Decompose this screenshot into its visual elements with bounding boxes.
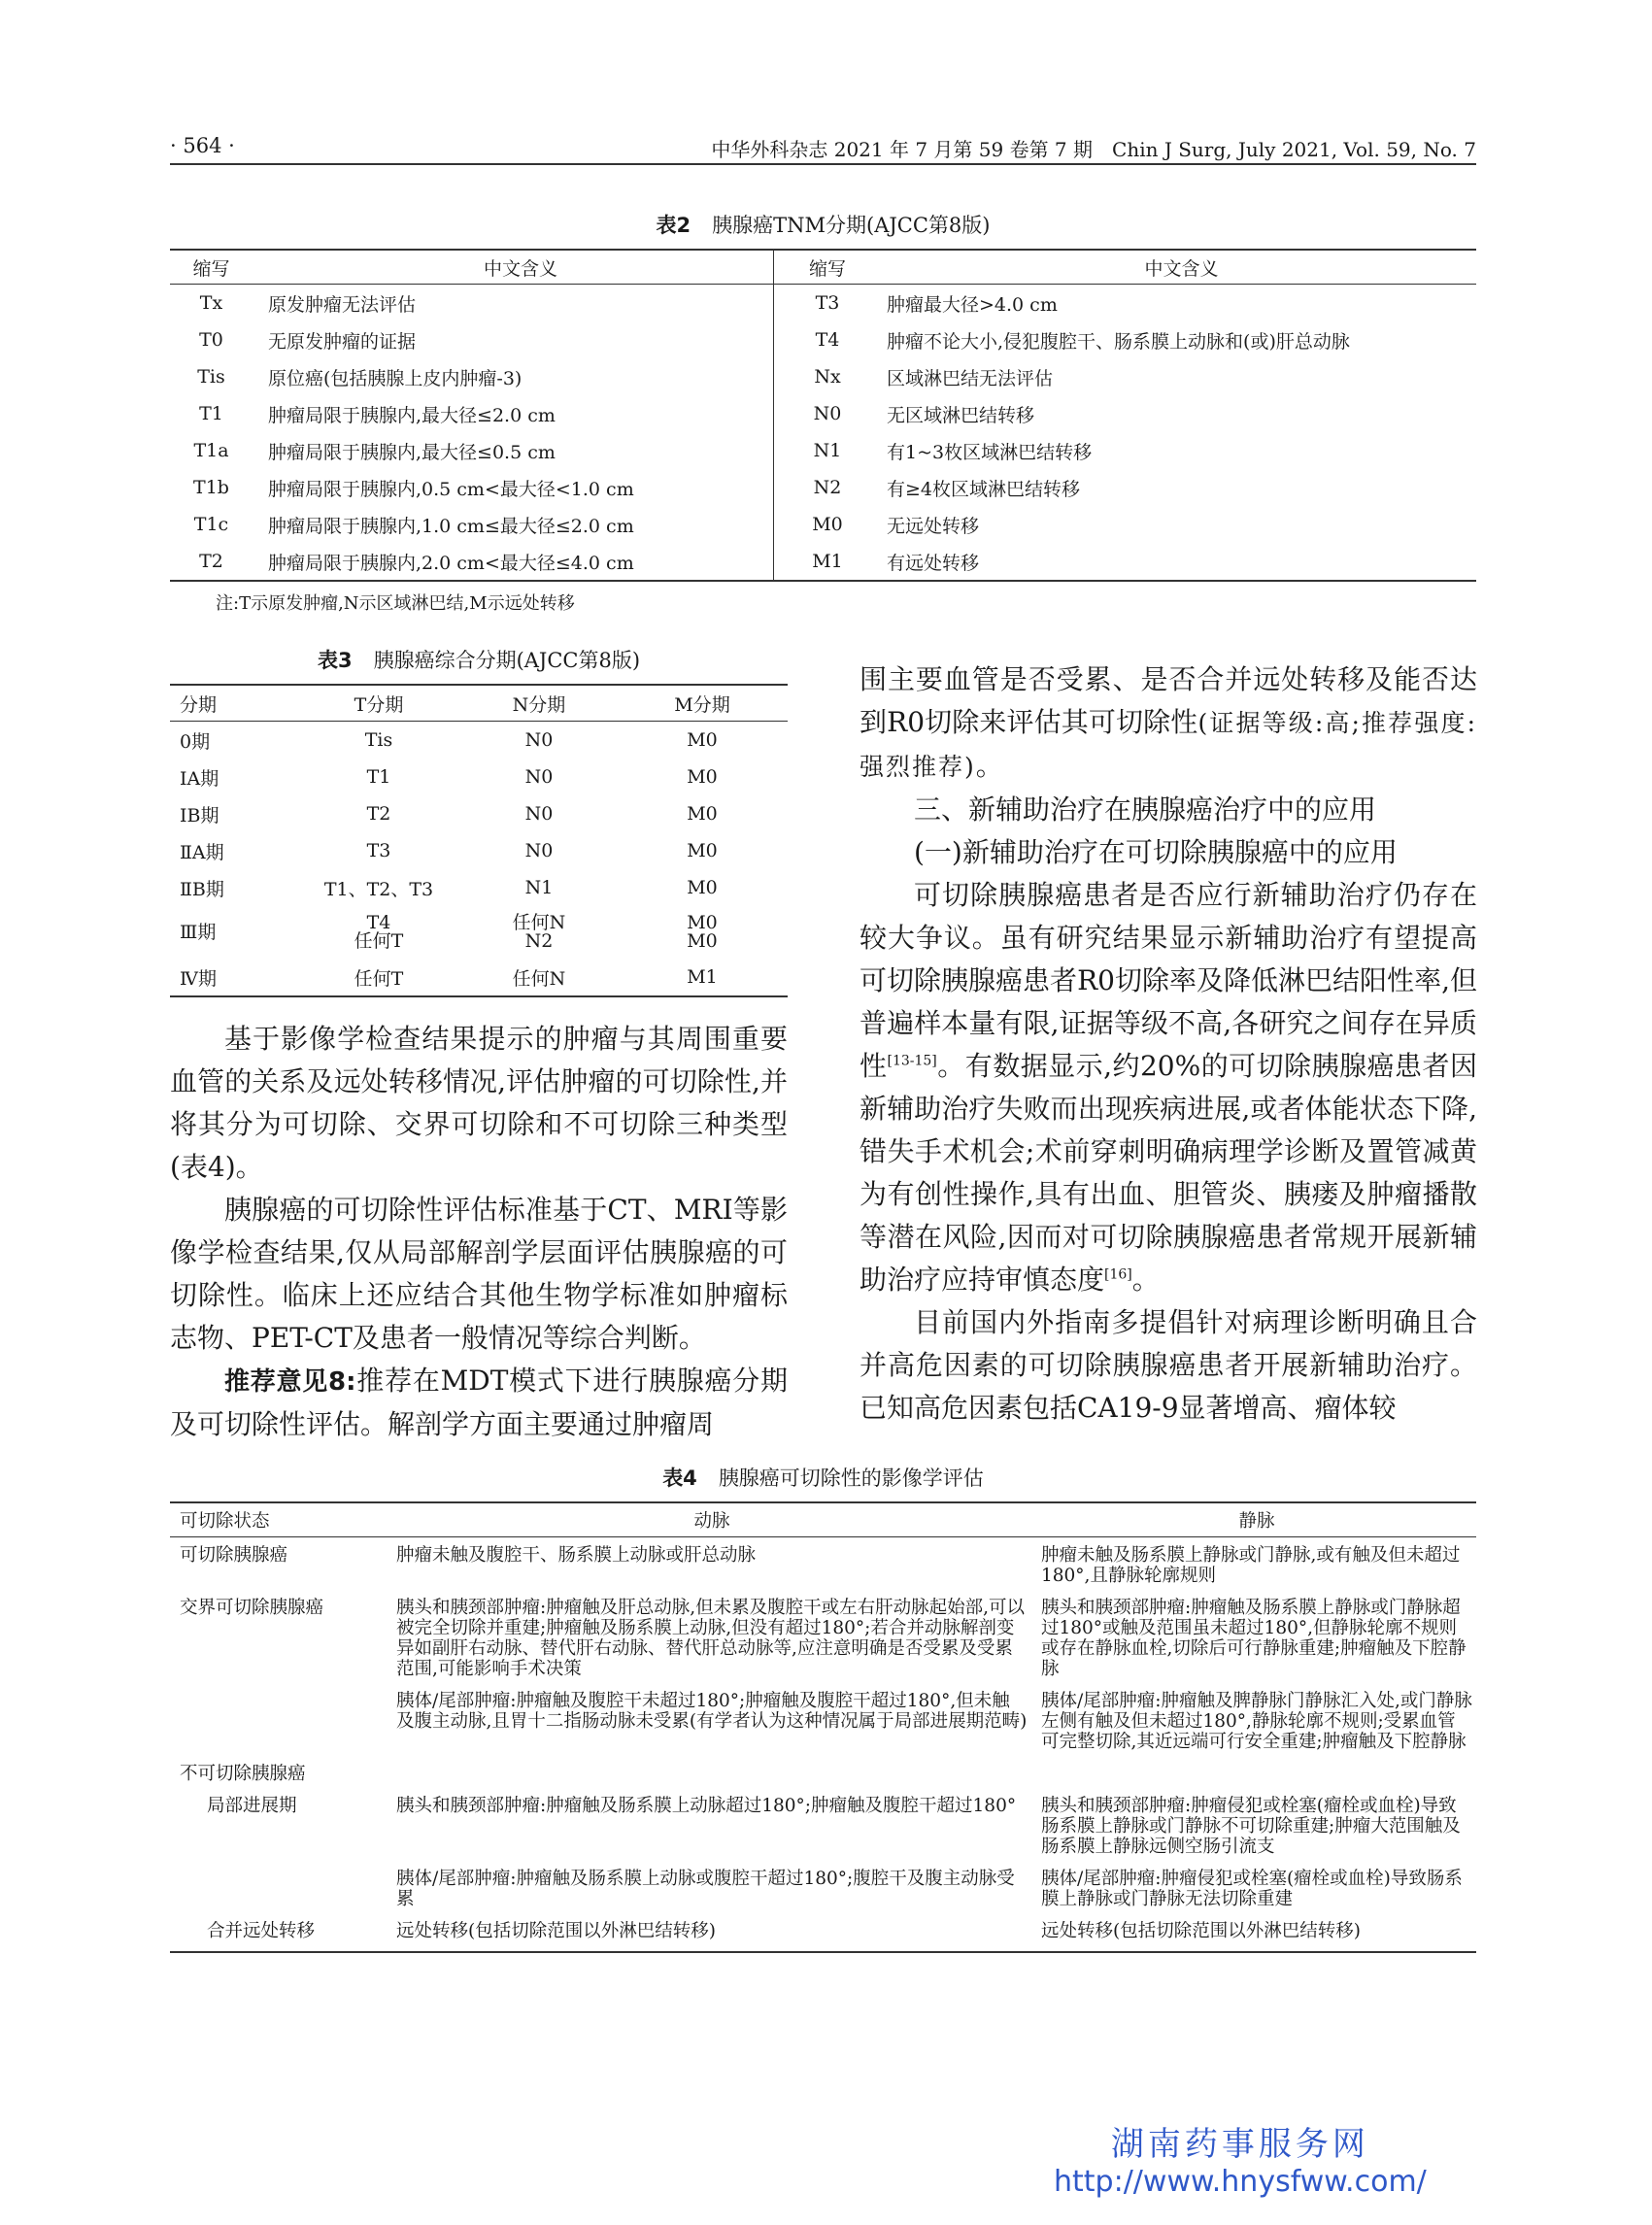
table-cell: T1a <box>193 440 229 461</box>
col-header: M分期 <box>617 685 788 722</box>
table-cell <box>170 1683 396 1756</box>
table4-label: 表4 <box>662 1466 697 1490</box>
table2-caption <box>170 210 1476 239</box>
table-cell: T0 <box>199 329 223 351</box>
table-cell <box>396 1756 1041 1788</box>
table-row <box>170 759 788 795</box>
table-cell: M0 <box>687 877 718 898</box>
table-cell: ⅠB期 <box>180 804 219 826</box>
paragraph-text: 围主要血管是否受累、是否合并远处转移及能否达到R0切除来评估其可切除性 <box>860 663 1477 738</box>
section-heading: 三、新辅助治疗在胰腺癌治疗中的应用 <box>914 793 1377 826</box>
table2-title: 胰腺癌TNM分期(AJCC第8版) <box>712 214 991 237</box>
subsection-heading: (一)新辅助治疗在可切除胰腺癌中的应用 <box>914 836 1398 868</box>
table-cell: 肿瘤未触及肠系膜上静脉或门静脉,或有触及但未超过180°,且静脉轮廓规则 <box>1041 1545 1461 1586</box>
table4-title: 胰腺癌可切除性的影像学评估 <box>718 1466 984 1490</box>
table-cell: T1、T2、T3 <box>323 878 434 900</box>
evidence-level: (证据等级:高;推荐强度:强烈推荐) <box>860 709 1477 781</box>
table-cell: 任何N N2 <box>512 912 566 952</box>
table-cell: Nx <box>774 358 882 395</box>
table-cell: 胰头和胰颈部肿瘤:肿瘤触及肠系膜上静脉或门静脉超过180°或触及范围虽未超过180°,但静脉轮廓不规则或存在静脉血栓,切除后可行静脉重建;肿瘤触及下腔静脉 <box>1041 1598 1467 1679</box>
table-cell: Tx <box>199 292 223 314</box>
table-cell: 无远处转移 <box>887 515 980 537</box>
table-cell: ⅡA期 <box>180 841 224 863</box>
table-cell: N0 <box>524 729 554 751</box>
table-cell: ⅡB期 <box>180 878 224 900</box>
tnm-staging-table <box>170 249 1476 582</box>
table-row <box>170 795 788 832</box>
table-cell: M1 <box>774 543 882 581</box>
table-row <box>170 432 1476 469</box>
table-cell: 肿瘤不论大小,侵犯腹腔干、肠系膜上动脉和(或)肝总动脉 <box>887 330 1350 353</box>
table-cell: M0 <box>687 766 718 788</box>
table-cell: T1 <box>366 766 391 788</box>
table-row <box>170 358 1476 395</box>
col-header: 动脉 <box>396 1502 1041 1537</box>
table-cell: 有≥4枚区域淋巴结转移 <box>887 478 1081 500</box>
table-row <box>170 722 788 759</box>
table-cell: T3 <box>366 840 391 861</box>
table3-label: 表3 <box>317 649 353 672</box>
table-cell: 胰体/尾部肿瘤:肿瘤触及肠系膜上动脉或腹腔干超过180°;腹腔干及腹主动脉受累 <box>396 1869 1015 1909</box>
citation-ref: [16] <box>1104 1266 1132 1283</box>
col-header: 分期 <box>170 685 296 722</box>
col-header: 缩写 <box>170 250 253 285</box>
table-cell: M0 <box>774 506 882 543</box>
col-header: 静脉 <box>1041 1502 1476 1537</box>
table-cell: T1b <box>193 477 229 498</box>
paragraph <box>860 658 1477 789</box>
table-row <box>170 395 1476 432</box>
table-cell: 有远处转移 <box>887 552 980 574</box>
table2-note: 注:T示原发肿瘤,N示区域淋巴结,M示远处转移 <box>216 593 575 614</box>
table-row <box>170 543 1476 581</box>
table-cell: 任何N <box>512 967 566 990</box>
table-row <box>170 285 1476 322</box>
table-cell: N0 <box>524 803 554 825</box>
table-cell: M1 <box>687 966 718 988</box>
col-header: 可切除状态 <box>170 1502 396 1537</box>
table-cell: 胰体/尾部肿瘤:肿瘤侵犯或栓塞(瘤栓或血栓)导致肠系膜上静脉或门静脉无法切除重建 <box>1041 1869 1463 1909</box>
table-cell: T4 <box>774 321 882 358</box>
table-cell: N1 <box>524 877 554 898</box>
body-text-left-column <box>170 1018 788 1446</box>
table-row <box>170 469 1476 506</box>
table-cell: 肿瘤最大径>4.0 cm <box>887 293 1058 316</box>
table-cell: 局部进展期 <box>207 1796 297 1816</box>
table-cell: 有1~3枚区域淋巴结转移 <box>887 441 1093 463</box>
recommendation-text: 推荐在MDT模式下进行胰腺癌分期及可切除性评估。解剖学方面主要通过肿瘤周 <box>170 1365 789 1440</box>
recommendation-label: 推荐意见8: <box>224 1367 356 1397</box>
tnm-table-body <box>170 285 1476 582</box>
table-row <box>170 906 788 959</box>
table-cell: 不可切除胰腺癌 <box>180 1764 306 1784</box>
table-header-row <box>170 250 1476 285</box>
paragraph: 胰腺癌的可切除性评估标准基于CT、MRI等影像学检查结果,仅从局部解剖学层面评估胰腺癌的可切除性。临床上还应结合其他生物学标准如肿瘤标志物、PET-CT及患者一般情况等综合判断。 <box>170 1194 788 1354</box>
table-row <box>170 832 788 869</box>
table-cell: 原位癌(包括胰腺上皮内肿瘤-3) <box>268 367 523 389</box>
table-cell: 任何T <box>354 967 404 990</box>
recommendation-paragraph <box>170 1360 788 1446</box>
table-cell: N0 <box>774 395 882 432</box>
table-cell: T1c <box>193 514 229 535</box>
table-header-row <box>170 685 788 722</box>
composite-staging-table <box>170 684 788 997</box>
paragraph <box>860 874 1477 1301</box>
table-cell: 胰体/尾部肿瘤:肿瘤触及脾静脉门静脉汇入处,或门静脉左侧有触及但未超过180°,静脉轮廓不规则;受累血管可完整切除,其近远端可行安全重建;肿瘤触及下腔静脉 <box>1041 1691 1472 1752</box>
table-cell: 远处转移(包括切除范围以外淋巴结转移) <box>396 1921 716 1941</box>
table-cell: 肿瘤局限于胰腺内,最大径≤2.0 cm <box>268 404 556 426</box>
table-cell: 无原发肿瘤的证据 <box>268 330 417 353</box>
paragraph: 目前国内外指南多提倡针对病理诊断明确且合并高危因素的可切除胰腺癌患者开展新辅助治疗。已知高危因素包括CA19-9显著增高、瘤体较 <box>860 1306 1477 1424</box>
table-cell: 远处转移(包括切除范围以外淋巴结转移) <box>1041 1921 1361 1941</box>
table-cell: 可切除胰腺癌 <box>180 1545 288 1566</box>
table-cell: Tis <box>364 729 393 751</box>
table-cell: N0 <box>524 766 554 788</box>
resectability-table <box>170 1501 1476 1953</box>
table-cell: 区域淋巴结无法评估 <box>887 367 1054 389</box>
table-cell <box>1041 1756 1476 1788</box>
page-header <box>170 132 1476 165</box>
table-cell: N2 <box>774 469 882 506</box>
table-cell: T3 <box>774 285 882 322</box>
table-cell: 胰头和胰颈部肿瘤:肿瘤侵犯或栓塞(瘤栓或血栓)导致肠系膜上静脉或门静脉不可切除重建;肿瘤大范围触及肠系膜上静脉远侧空肠引流支 <box>1041 1796 1461 1857</box>
table-row <box>170 1590 1476 1683</box>
table-cell: 胰体/尾部肿瘤:肿瘤触及腹腔干未超过180°;肿瘤触及腹腔干超过180°,但未触及腹主动脉,且胃十二指肠动脉未受累(有学者认为这种情况属于局部进展期范畴) <box>396 1691 1028 1732</box>
table-row <box>170 321 1476 358</box>
table-cell: 肿瘤局限于胰腺内,2.0 cm<最大径≤4.0 cm <box>268 552 634 574</box>
table-cell: 胰头和胰颈部肿瘤:肿瘤触及肝总动脉,但未累及腹腔干或左右肝动脉起始部,可以被完全切除并重建;肿瘤触及肠系膜上动脉,但没有超过180°;若合并动脉解剖变异如副肝右动脉、替代肝右动脉、替代肝总动脉等,应注意明确是否受累及受累范围,可能影响手术决策 <box>396 1598 1025 1679</box>
composite-table-body <box>170 722 788 997</box>
page-number: · 564 · <box>170 134 235 157</box>
body-text-right-column <box>860 658 1477 1430</box>
citation-ref: [13-15] <box>887 1053 937 1069</box>
table-cell: 肿瘤局限于胰腺内,1.0 cm≤最大径≤2.0 cm <box>268 515 634 537</box>
table-cell: 肿瘤局限于胰腺内,0.5 cm<最大径<1.0 cm <box>268 478 634 500</box>
table-cell: Tis <box>197 366 225 388</box>
table2-label: 表2 <box>656 214 691 237</box>
table-cell: 0期 <box>180 730 211 753</box>
table3-caption <box>170 645 788 674</box>
table-row <box>170 1913 1476 1952</box>
table4-caption <box>170 1463 1476 1492</box>
table-row <box>170 1683 1476 1756</box>
col-header: 缩写 <box>774 250 882 285</box>
col-header: T分期 <box>296 685 461 722</box>
table-cell: ⅠA期 <box>180 767 219 790</box>
col-header: 中文含义 <box>253 250 774 285</box>
table-cell: T4 任何T <box>354 912 404 952</box>
table-cell: 肿瘤未触及腹腔干、肠系膜上动脉或肝总动脉 <box>396 1545 757 1566</box>
table-header-row <box>170 1502 1476 1537</box>
table-cell: 胰头和胰颈部肿瘤:肿瘤触及肠系膜上动脉超过180°;肿瘤触及腹腔干超过180° <box>396 1796 1017 1816</box>
watermark-url[interactable]: http://www.hnysfww.com/ <box>1054 2165 1427 2199</box>
table-cell: 肿瘤局限于胰腺内,最大径≤0.5 cm <box>268 441 556 463</box>
punctuation: 。 <box>1131 1264 1160 1296</box>
table-row <box>170 1756 1476 1788</box>
table-row <box>170 959 788 996</box>
table3-title: 胰腺癌综合分期(AJCC第8版) <box>373 649 641 672</box>
table-cell: 无区域淋巴结转移 <box>887 404 1035 426</box>
table-cell: M0 <box>687 803 718 825</box>
table-cell <box>170 1861 396 1913</box>
table-cell: 交界可切除胰腺癌 <box>180 1598 324 1618</box>
resectability-table-body <box>170 1537 1476 1953</box>
table-row <box>170 1861 1476 1913</box>
table-cell: Ⅲ期 <box>180 921 217 943</box>
col-header: 中文含义 <box>881 250 1476 285</box>
table-cell: N1 <box>774 432 882 469</box>
watermark-name: 湖南药事服务网 <box>1110 2125 1369 2164</box>
col-header: N分期 <box>461 685 617 722</box>
table-row <box>170 1537 1476 1591</box>
table-cell: M0 <box>687 729 718 751</box>
table-cell: T2 <box>199 551 223 572</box>
table-cell: T1 <box>199 403 223 424</box>
punctuation: 。 <box>975 750 1003 782</box>
paragraph: 基于影像学检查结果提示的肿瘤与其周围重要血管的关系及远处转移情况,评估肿瘤的可切除性,并将其分为可切除、交界可切除和不可切除三种类型(表4)。 <box>170 1023 788 1183</box>
table-row <box>170 869 788 906</box>
table-cell: 合并远处转移 <box>207 1921 316 1941</box>
table-cell: M0 <box>687 840 718 861</box>
table-row <box>170 506 1476 543</box>
paragraph-text: 可切除胰腺癌患者是否应行新辅助治疗仍存在较大争议。虽有研究结果显示新辅助治疗有望提高可切除胰腺癌患者R0切除率及降低淋巴结阳性率,但普遍样本量有限,证据等级不高,各研究之间存在异质性 <box>860 879 1477 1082</box>
paragraph-text: 。有数据显示,约20%的可切除胰腺癌患者因新辅助治疗失败而出现疾病进展,或者体能状态下降,错失手术机会;术前穿刺明确病理学诊断及置管减黄为有创性操作,具有出血、胆管炎、胰瘘及肿瘤播散等潜在风险,因而对可切除胰腺癌患者常规开展新辅助治疗应持审慎态度 <box>860 1050 1477 1296</box>
table-cell: N0 <box>524 840 554 861</box>
table-cell: 原发肿瘤无法评估 <box>268 293 417 316</box>
table-row <box>170 1788 1476 1861</box>
website-watermark <box>1054 2117 1427 2199</box>
table-cell: Ⅳ期 <box>180 967 217 990</box>
table-cell: T2 <box>366 803 391 825</box>
journal-citation: 中华外科杂志 2021 年 7 月第 59 卷第 7 期 Chin J Surg, July 2021, Vol. 59, No. 7 <box>711 138 1476 161</box>
table-cell: M0 M0 <box>687 912 718 952</box>
